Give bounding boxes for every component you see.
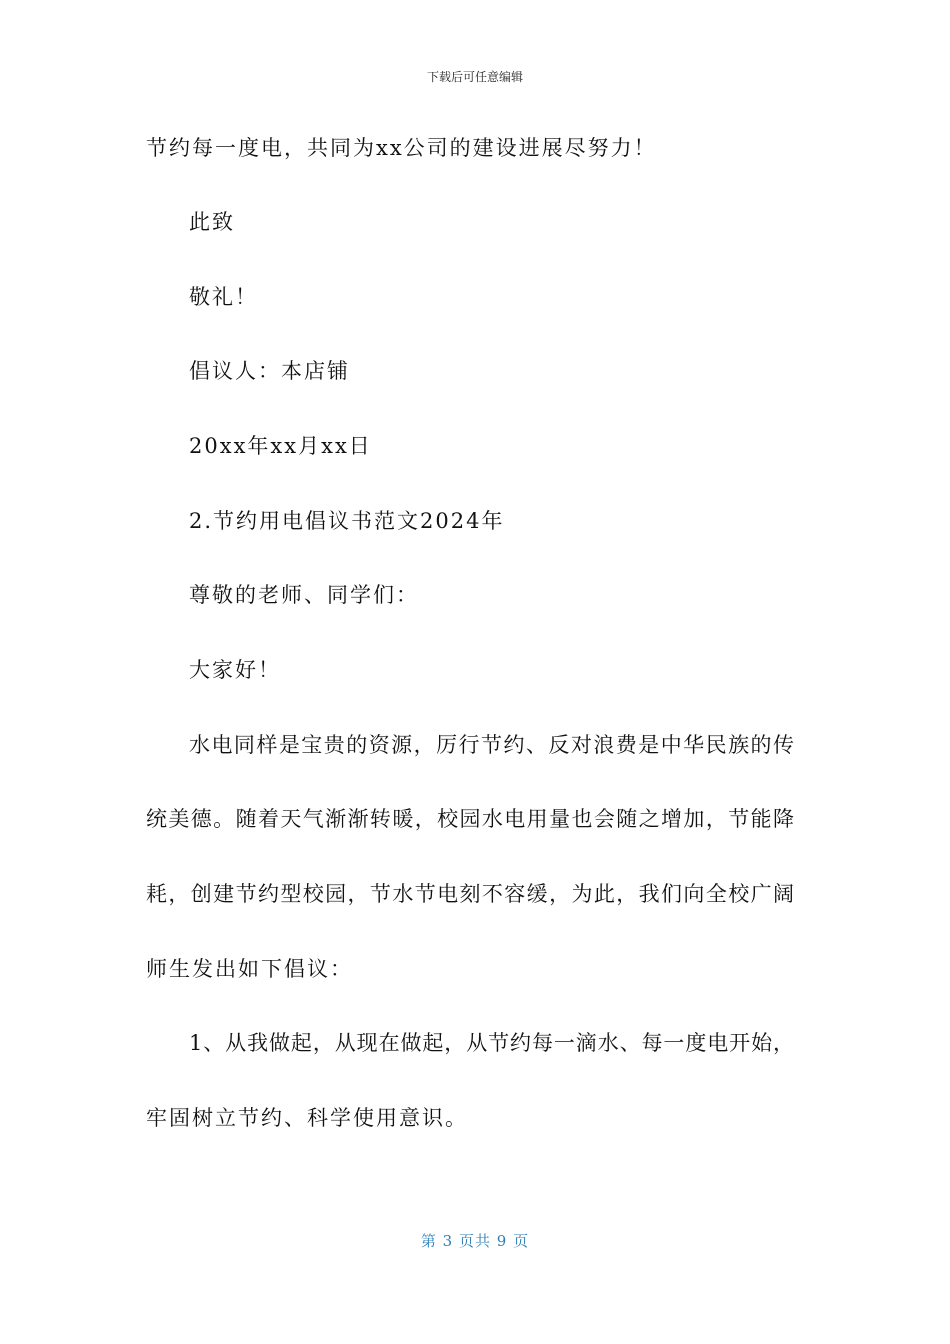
paragraph-line-4: 师生发出如下倡议：	[146, 957, 353, 981]
greeting-line: 尊敬的老师、同学们：	[189, 583, 419, 607]
salutation-line: 敬礼！	[189, 285, 258, 309]
paragraph-line-1: 水电同样是宝贵的资源，厉行节约、反对浪费是中华民族的传	[189, 733, 794, 757]
list-item-1-line-1: 1、从我做起，从现在做起，从节约每一滴水、每一度电开始，	[189, 1031, 794, 1055]
date-line: 20xx年xx月xx日	[189, 434, 372, 458]
proposer-line: 倡议人：本店铺	[189, 359, 350, 383]
page-number-footer: 第 3 页共 9 页	[420, 1232, 530, 1250]
list-item-1-line-2: 牢固树立节约、科学使用意识。	[146, 1106, 468, 1130]
paragraph-line-3: 耗，创建节约型校园，节水节电刻不容缓，为此，我们向全校广阔	[146, 882, 794, 906]
header-note: 下载后可任意编辑	[426, 70, 523, 84]
body-line-1: 节约每一度电，共同为xx公司的建设进展尽努力！	[146, 136, 657, 160]
section-title: 2.节约用电倡议书范文2024年	[189, 509, 505, 533]
closing-line: 此致	[189, 210, 235, 234]
hello-line: 大家好！	[189, 658, 281, 682]
paragraph-line-2: 统美德。随着天气渐渐转暖，校园水电用量也会随之增加，节能降	[146, 807, 794, 831]
